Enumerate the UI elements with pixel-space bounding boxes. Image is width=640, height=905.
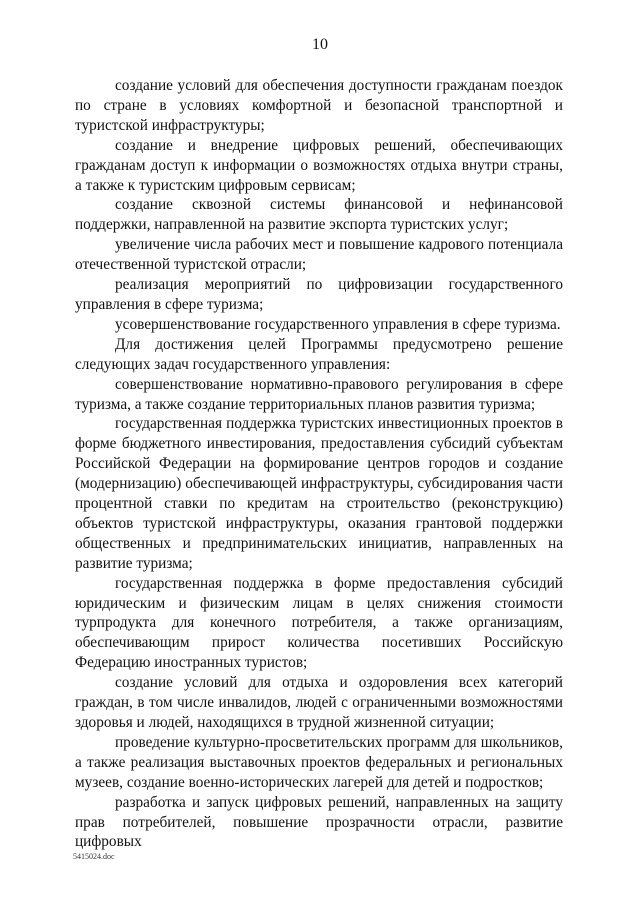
paragraph: государственная поддержка туристских инвестиционных проектов в форме бюджетного инвестирования, предоставления субсидий субъектам Российской Федерации на формирование центров городов и создание (модернизацию) обеспечивающей инфраструктуры, субсидирования части процентной ставки по кредитам на строительство (реконструкцию) объектов туристской инфраструктуры, оказания грантовой поддержки общественных и предпринимательских инициатив, направленных на развитие туризма;	[75, 415, 563, 572]
paragraph: усовершенствование государственного управления в сфере туризма.	[115, 315, 561, 333]
paragraph: создание условий для отдыха и оздоровления всех категорий граждан, в том числе инвалидов, людей с ограниченными возможностями здоровья и людей, находящихся в трудной жизненной ситуации;	[75, 674, 563, 731]
page-number: 10	[312, 36, 328, 53]
document-body	[75, 76, 563, 852]
paragraph: создание и внедрение цифровых решений, обеспечивающих гражданам доступ к информации о возможностях отдыха внутри страны, а также к туристским цифровым сервисам;	[75, 136, 563, 194]
paragraph: государственная поддержка в форме предоставления субсидий юридическим и физическим лицам в целях снижения стоимости турпродукта для конечного потребителя, а также организациям, обеспечивающим прирост количества посетивших Российскую Федерацию иностранных туристов;	[75, 574, 563, 672]
paragraph-last: разработка и запуск цифровых решений, направленных на защиту прав потребителей, повышение прозрачности отрасли, развитие цифровых	[75, 793, 563, 851]
paragraph: создание условий для обеспечения доступности гражданам поездок по стране в условиях комфортной и безопасной транспортной и туристской инфраструктуры;	[75, 77, 563, 134]
paragraph: проведение культурно-просветительских программ для школьников, а также реализация выставочных проектов федеральных и региональных музеев, создание военно-исторических лагерей для детей и подростков;	[75, 733, 563, 791]
paragraph: увеличение числа рабочих мест и повышение кадрового потенциала отечественной туристской отрасли;	[75, 236, 563, 274]
paragraph: Для достижения целей Программы предусмотрено решение следующих задач государственного управления:	[75, 335, 563, 373]
footer-filename: 5415024.doc	[73, 852, 115, 861]
paragraph: совершенствование нормативно-правового регулирования в сфере туризма, а также создание территориальных планов развития туризма;	[75, 375, 563, 413]
paragraph: реализация мероприятий по цифровизации государственного управления в сфере туризма;	[75, 276, 563, 313]
paragraph: создание сквозной системы финансовой и нефинансовой поддержки, направленной на развитие экспорта туристских услуг;	[75, 196, 563, 234]
